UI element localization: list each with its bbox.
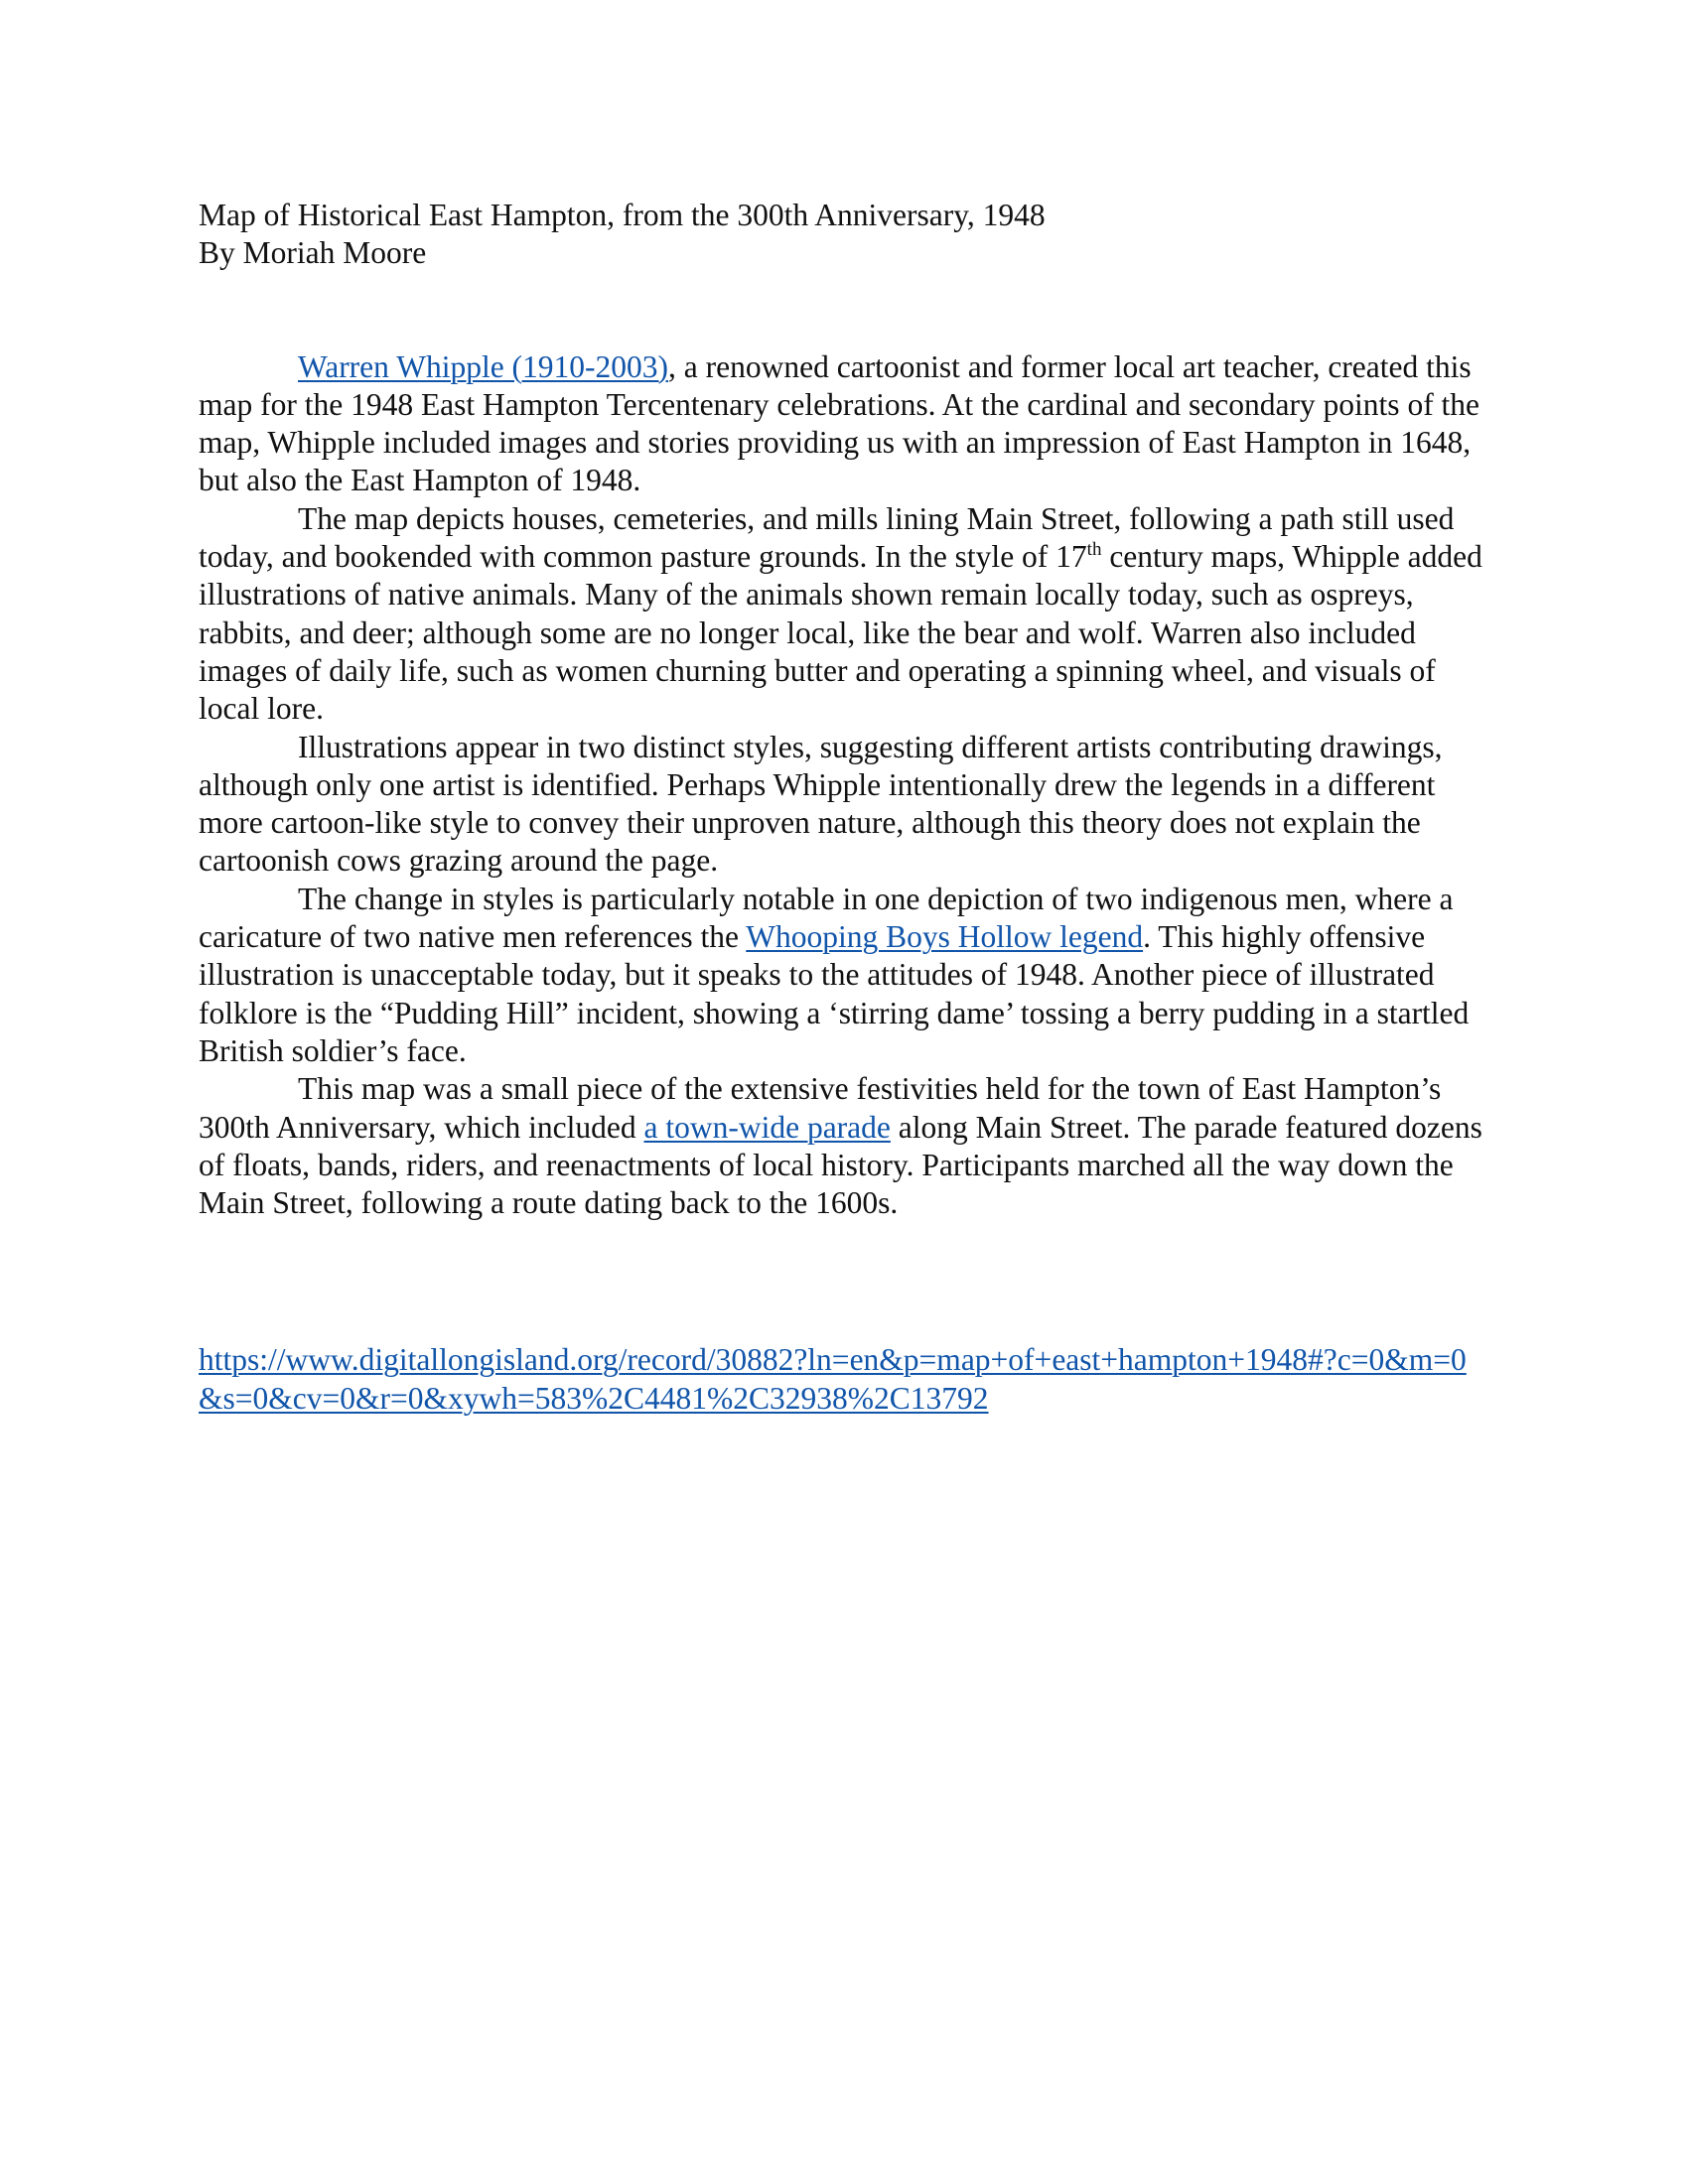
author-byline: By Moriah Moore (199, 235, 427, 271)
paragraph-1 (199, 348, 1489, 500)
paragraph-2-text-start: The map depicts houses, cemeteries, and mills lining Main Street, following a path still used today, and bookended with common pasture grounds. In the style of 17 (199, 500, 1455, 575)
document-title: Map of Historical East Hampton, from the 300th Anniversary, 1948 (199, 198, 1046, 232)
warren-whipple-link[interactable]: Warren Whipple (1910-2003) (298, 348, 669, 384)
paragraph-4 (199, 881, 1489, 1070)
paragraph-1-text: , a renowned cartoonist and former local art teacher, created this map for the 1948 East Hampton Tercentenary celebrations. At the cardinal and secondary points of the map, Whipple included images and stories providing us with an impression of East Hampton in 1648, but also the East Hampton of 1948. (199, 348, 1480, 498)
paragraph-2-text-end: century maps, Whipple added illustrations of native animals. Many of the animals shown remain locally today, such as ospreys, rabbits, and deer; although some are no longer local, like the bear and wolf. Warren also included images of daily life, such as women churning butter and operating a spinning wheel, and visuals of local lore. (199, 539, 1482, 727)
paragraph-2 (199, 500, 1489, 729)
source-citation (199, 1341, 1489, 1418)
paragraph-5-text-end: along Main Street. The parade featured dozens of floats, bands, riders, and reenactments of local history. Participants marched all the way down the Main Street, following a route dating back to the 1600s. (199, 1109, 1482, 1221)
document-page (199, 197, 1489, 1418)
paragraph-5-text-start: This map was a small piece of the extensive festivities held for the town of East Hampton’s 300th Anniversary, which included (199, 1071, 1442, 1145)
document-header (199, 197, 1489, 273)
paragraph-4-text-end: . This highly offensive illustration is unacceptable today, but it speaks to the attitudes of 1948. Another piece of illustrated folklore is the “Pudding Hill” incident, showing a ‘stirring dame’ tossing a berry pudding in a startled British soldier’s face. (199, 919, 1470, 1068)
ordinal-superscript: th (1086, 539, 1102, 561)
paragraph-3-text: Illustrations appear in two distinct styles, suggesting different artists contributing drawings, although only one artist is identified. Perhaps Whipple intentionally drew the legends in a different more cartoon-like style to convey their unproven nature, although this theory does not explain the cartoonish cows grazing around the page. (199, 729, 1443, 879)
paragraph-5 (199, 1070, 1489, 1222)
whooping-boys-hollow-link[interactable]: Whooping Boys Hollow legend (746, 919, 1144, 955)
paragraph-3 (199, 729, 1489, 881)
source-url-link[interactable]: https://www.digitallongisland.org/record/30882?ln=en&p=map+of+east+hampton+1948#?c=0&m=0&s=0&cv=0&r=0&xywh=583%2C4481%2C32938%2C13792 (199, 1342, 1467, 1416)
town-wide-parade-link[interactable]: a town-wide parade (643, 1109, 891, 1145)
paragraph-4-text-start: The change in styles is particularly notable in one depiction of two indigenous men, where a caricature of two native men references the (199, 881, 1454, 955)
article-body (199, 348, 1489, 1223)
